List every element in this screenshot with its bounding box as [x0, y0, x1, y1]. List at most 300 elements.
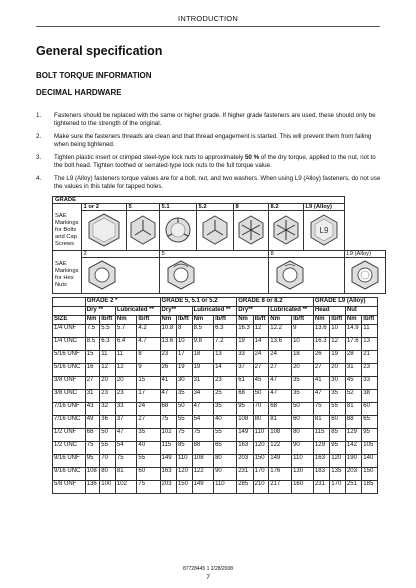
grade-group-header: GRADE 8 or 8.2 [237, 298, 314, 307]
torque-cell: 95 [85, 455, 100, 468]
torque-cell: 8 [137, 351, 160, 364]
hex-nut-icon [84, 258, 120, 292]
condition-header: Dry** [237, 307, 269, 316]
torque-cell: 130 [292, 468, 314, 481]
bolt-markings-label: SAE Markings for Bolts and Cap Screws [53, 211, 82, 251]
grade-markings-table [52, 196, 386, 294]
torque-cell: 52 [345, 390, 361, 403]
note-text-post: of the dry torque, applied to the nut, not to the bolt head. Tighten toothed or serrated-type lock nuts to the full torque value. [54, 154, 376, 169]
torque-cell: 4.7 [137, 338, 160, 351]
grade-group-header: GRADE L9 (Alloy) [313, 298, 377, 307]
torque-cell: 75 [160, 416, 176, 429]
bolt-marking-grade-5-2 [196, 211, 233, 251]
bolt-grade-label: 5 [126, 204, 159, 211]
torque-cell: 20 [115, 377, 137, 390]
torque-cell: 8 [176, 325, 192, 338]
torque-cell: 32 [100, 403, 116, 416]
unit-header: Nm [269, 316, 292, 325]
torque-cell: 34 [192, 390, 214, 403]
torque-cell: 43 [85, 403, 100, 416]
torque-cell: 38 [362, 390, 378, 403]
size-cell: 7/16 UNF [53, 403, 86, 416]
torque-cell: 33 [115, 403, 137, 416]
torque-cell: 5.5 [100, 325, 116, 338]
torque-cell: 47 [313, 390, 329, 403]
torque-cell: 11 [100, 351, 116, 364]
subtitle-bolt-torque: BOLT TORQUE INFORMATION [36, 71, 152, 80]
size-cell: 1/2 UNC [53, 442, 86, 455]
torque-cell: 9 [137, 364, 160, 377]
note-item [36, 133, 382, 149]
unit-header: lb/ft [362, 316, 378, 325]
unit-header: lb/ft [100, 316, 116, 325]
torque-cell: 35 [292, 377, 314, 390]
unit-header: lb/ft [330, 316, 346, 325]
torque-cell: 10 [292, 338, 314, 351]
unit-header: Nm [85, 316, 100, 325]
torque-cell: 8.5 [85, 338, 100, 351]
torque-cell: 19 [176, 364, 192, 377]
torque-cell: 163 [237, 442, 253, 455]
unit-header: Nm [345, 316, 361, 325]
nut-grade-label: 2 [81, 251, 159, 258]
torque-body [53, 325, 378, 494]
torque-cell: 11 [115, 351, 137, 364]
torque-cell: 15 [137, 377, 160, 390]
torque-cell: 7.5 [85, 325, 100, 338]
torque-cell: 30 [176, 377, 192, 390]
torque-cell: 41 [160, 377, 176, 390]
torque-cell: 68 [85, 429, 100, 442]
torque-cell: 31 [85, 390, 100, 403]
nut-marking-grade-l9 [344, 258, 385, 294]
unit-header: lb/ft [214, 316, 237, 325]
nut-marking-grade-8 [268, 258, 344, 294]
note-number: 1. [36, 112, 42, 119]
torque-cell: 28 [345, 351, 361, 364]
table-row [53, 364, 378, 377]
unit-header-row [53, 316, 378, 325]
torque-cell: 81 [345, 403, 361, 416]
torque-cell: 217 [269, 481, 292, 494]
doc-id: 87728445 1 2/28/2008 [182, 566, 234, 572]
torque-cell: 65 [362, 416, 378, 429]
unit-header: Nm [115, 316, 137, 325]
size-cell: 3/8 UNC [53, 390, 86, 403]
torque-cell: 163 [160, 468, 176, 481]
torque-cell: 40 [137, 442, 160, 455]
bolt-grade-label: 1 or 2 [81, 204, 126, 211]
grade-header: GRADE [53, 197, 345, 204]
note-text-bold: 50 % [244, 154, 260, 161]
torque-cell: 35 [137, 429, 160, 442]
size-cell: 1/2 UNF [53, 429, 86, 442]
torque-cell: 16.3 [313, 338, 329, 351]
torque-cell: 26 [313, 351, 329, 364]
torque-cell: 95 [237, 403, 253, 416]
table-row [53, 429, 378, 442]
hex-nut-l9-icon [347, 258, 383, 292]
torque-cell: 105 [362, 442, 378, 455]
torque-cell: 75 [192, 429, 214, 442]
hex-nut-60-icon [271, 258, 309, 292]
torque-cell: 129 [313, 442, 329, 455]
torque-cell: 100 [100, 481, 116, 494]
torque-cell: 108 [237, 416, 253, 429]
torque-cell: 6.3 [214, 325, 237, 338]
bolt-grade-label: 5.1 [159, 204, 196, 211]
torque-cell: 176 [269, 468, 292, 481]
bolt-end-icon [162, 211, 194, 249]
torque-cell: 80 [292, 429, 314, 442]
torque-cell: 37 [115, 416, 137, 429]
torque-cell: 12.2 [269, 325, 292, 338]
hex-bolt-l9-icon [306, 211, 342, 249]
nut-grade-label: L9 (Alloy) [344, 251, 385, 258]
hex-bolt-6-line-icon [236, 211, 266, 249]
size-cell: 1/4 UNC [53, 338, 86, 351]
torque-cell: 102 [115, 481, 137, 494]
torque-cell: 13 [362, 338, 378, 351]
torque-cell: 61 [237, 377, 253, 390]
torque-cell: 20 [330, 364, 346, 377]
hex-nut-120-icon [162, 258, 200, 292]
torque-cell: 47 [160, 390, 176, 403]
torque-cell: 35 [292, 390, 314, 403]
l9-mark-text: L9 [319, 226, 328, 235]
nut-markings-label: SAE Markings for Hex Nuts [53, 258, 82, 294]
torque-cell: 55 [214, 429, 237, 442]
size-cell: 9/16 UNF [53, 455, 86, 468]
bolt-marking-grade-5 [126, 211, 159, 251]
torque-cell: 203 [160, 481, 176, 494]
torque-cell: 11 [362, 325, 378, 338]
torque-cell: 10 [176, 338, 192, 351]
condition-header: Lubricated ** [269, 307, 314, 316]
bolt-grade-label: 8.2 [268, 204, 303, 211]
torque-cell: 108 [269, 429, 292, 442]
nut-grade-label: 8 [268, 251, 344, 258]
torque-cell: 75 [85, 442, 100, 455]
torque-cell: 36 [100, 416, 116, 429]
size-cell: 9/16 UNC [53, 468, 86, 481]
torque-cell: 149 [237, 429, 253, 442]
torque-cell: 24 [269, 351, 292, 364]
table-row [53, 351, 378, 364]
torque-cell: 55 [100, 442, 116, 455]
size-cell: 1/4 UNF [53, 325, 86, 338]
condition-header: Dry** [160, 307, 192, 316]
torque-cell: 27 [269, 364, 292, 377]
torque-cell: 23 [160, 351, 176, 364]
torque-cell: 31 [192, 377, 214, 390]
torque-cell: 14.9 [345, 325, 361, 338]
table-row [53, 455, 378, 468]
torque-cell: 14 [214, 364, 237, 377]
torque-cell: 37 [237, 364, 253, 377]
torque-cell: 14 [253, 338, 269, 351]
unit-header: lb/ft [253, 316, 269, 325]
torque-cell: 60 [362, 403, 378, 416]
size-cell: 5/8 UNF [53, 481, 86, 494]
table-row [53, 325, 378, 338]
torque-cell: 140 [362, 455, 378, 468]
nut-marking-grade-5 [159, 258, 268, 294]
torque-cell: 75 [115, 455, 137, 468]
torque-cell: 23 [100, 390, 116, 403]
torque-cell: 88 [192, 442, 214, 455]
torque-cell: 68 [269, 403, 292, 416]
torque-cell: 17 [137, 390, 160, 403]
torque-cell: 68 [237, 390, 253, 403]
torque-cell: 33 [237, 351, 253, 364]
hex-bolt-head-icon [84, 211, 124, 249]
page-number: 7 [206, 574, 210, 581]
size-cell: 5/16 UNC [53, 364, 86, 377]
condition-header: Lubricated ** [115, 307, 160, 316]
torque-cell: 50 [253, 390, 269, 403]
unit-header: lb/ft [176, 316, 192, 325]
torque-cell: 19 [237, 338, 253, 351]
torque-cell: 135 [330, 468, 346, 481]
torque-cell: 6.4 [115, 338, 137, 351]
torque-cell: 108 [85, 468, 100, 481]
condition-header: Nut [345, 307, 377, 316]
nut-marking-grade-2 [81, 258, 159, 294]
size-cell: 7/16 UNC [53, 416, 86, 429]
torque-cell: 231 [313, 481, 329, 494]
size-cell: 5/16 UNF [53, 351, 86, 364]
torque-cell: 149 [269, 455, 292, 468]
table-row [53, 416, 378, 429]
table-row [53, 377, 378, 390]
unit-header: Nm [160, 316, 176, 325]
torque-cell: 80 [100, 468, 116, 481]
torque-cell: 251 [345, 481, 361, 494]
bolt-marking-grade-8 [233, 211, 268, 251]
torque-cell: 17 [176, 351, 192, 364]
torque-cell: 24 [253, 351, 269, 364]
torque-cell: 65 [214, 442, 237, 455]
grade-group-header: GRADE 2 * [85, 298, 160, 307]
torque-cell: 5.7 [115, 325, 137, 338]
torque-cell: 27 [313, 364, 329, 377]
torque-values-table [52, 297, 378, 494]
torque-cell: 75 [176, 429, 192, 442]
torque-cell: 47 [192, 403, 214, 416]
note-number: 4. [36, 175, 42, 182]
torque-cell: 20 [292, 364, 314, 377]
torque-cell: 13.6 [160, 338, 176, 351]
torque-cell: 13 [214, 351, 237, 364]
table-row [53, 442, 378, 455]
torque-cell: 150 [176, 481, 192, 494]
torque-cell: 68 [160, 403, 176, 416]
condition-header: Lubricated ** [192, 307, 237, 316]
torque-cell: 40 [214, 416, 237, 429]
unit-header: Nm [313, 316, 329, 325]
torque-cell: 9 [292, 325, 314, 338]
torque-cell: 149 [192, 481, 214, 494]
torque-cell: 122 [192, 468, 214, 481]
torque-cell: 27 [85, 377, 100, 390]
note-item [36, 154, 382, 170]
torque-cell: 10 [330, 325, 346, 338]
torque-cell: 7.2 [214, 338, 237, 351]
grade-group-header: GRADE 5, 5.1 or 5.2 [160, 298, 237, 307]
torque-cell: 142 [345, 442, 361, 455]
torque-cell: 16 [85, 364, 100, 377]
torque-cell: 25 [214, 390, 237, 403]
torque-cell: 81 [115, 468, 137, 481]
torque-cell: 70 [253, 403, 269, 416]
table-row [53, 338, 378, 351]
torque-cell: 15 [85, 351, 100, 364]
torque-cell: 136 [85, 481, 100, 494]
torque-cell: 110 [176, 455, 192, 468]
torque-cell: 30 [330, 377, 346, 390]
torque-cell: 110 [253, 429, 269, 442]
torque-cell: 4.2 [137, 325, 160, 338]
torque-cell: 163 [313, 455, 329, 468]
note-number: 2. [36, 133, 42, 140]
notes-list [36, 112, 382, 196]
torque-cell: 13.6 [313, 325, 329, 338]
size-cell: 3/8 UNF [53, 377, 86, 390]
torque-cell: 20 [100, 377, 116, 390]
torque-cell: 12 [115, 364, 137, 377]
torque-cell: 160 [292, 481, 314, 494]
torque-cell: 70 [100, 455, 116, 468]
torque-cell: 190 [345, 455, 361, 468]
torque-cell: 120 [253, 442, 269, 455]
torque-cell: 33 [362, 377, 378, 390]
hex-bolt-flange-icon [199, 211, 231, 249]
torque-sub-blank [53, 307, 86, 316]
table-row [53, 468, 378, 481]
torque-cell: 55 [330, 403, 346, 416]
bolt-marking-grade-l9 [303, 211, 344, 251]
note-item [36, 175, 382, 191]
nut-label-blank [53, 251, 82, 258]
grade-label-blank [53, 204, 82, 211]
torque-cell: 95 [362, 429, 378, 442]
section-header: INTRODUCTION [178, 14, 238, 23]
note-text: Make sure the fasteners threads are clean and that thread engagement is started. This will prevent them from failing when being tightened. [54, 133, 372, 148]
torque-cell: 24 [137, 403, 160, 416]
torque-cell: 13.6 [269, 338, 292, 351]
torque-cell: 81 [313, 416, 329, 429]
torque-cell: 18 [192, 351, 214, 364]
table-row [53, 403, 378, 416]
torque-cell: 122 [269, 442, 292, 455]
bolt-marking-grade-5-1 [159, 211, 196, 251]
note-text: The L9 (Alloy) fasteners torque values are for a bolt, nut, and two washers. When using L9 (Alloy) fasteners, do not use the values in this table for tapped holes. [54, 175, 381, 190]
torque-cell: 41 [313, 377, 329, 390]
nut-grade-label: 5 [159, 251, 268, 258]
torque-cell: 23 [115, 390, 137, 403]
torque-cell: 19 [192, 364, 214, 377]
torque-cell: 150 [253, 455, 269, 468]
torque-cell: 54 [192, 416, 214, 429]
torque-cell: 170 [253, 468, 269, 481]
bolt-marking-grade-8-2 [268, 211, 303, 251]
torque-cell: 90 [292, 442, 314, 455]
torque-cell: 115 [313, 429, 329, 442]
torque-cell: 210 [253, 481, 269, 494]
torque-cell: 47 [269, 390, 292, 403]
torque-cell: 95 [330, 442, 346, 455]
torque-cell: 23 [214, 377, 237, 390]
torque-cell: 50 [292, 403, 314, 416]
torque-cell: 60 [137, 468, 160, 481]
table-row [53, 390, 378, 403]
torque-cell: 183 [313, 468, 329, 481]
torque-cell: 285 [237, 481, 253, 494]
torque-cell: 17.6 [345, 338, 361, 351]
torque-corner-blank [53, 298, 86, 307]
torque-cell: 231 [237, 468, 253, 481]
torque-cell: 110 [214, 481, 237, 494]
torque-cell: 49 [85, 416, 100, 429]
condition-header: Dry ** [85, 307, 115, 316]
torque-cell: 35 [214, 403, 237, 416]
bolt-marking-grade-1-2 [81, 211, 126, 251]
torque-cell: 54 [115, 442, 137, 455]
note-item [36, 112, 382, 128]
condition-header: Head [313, 307, 345, 316]
torque-cell: 12 [253, 325, 269, 338]
torque-cell: 203 [345, 468, 361, 481]
torque-cell: 108 [192, 455, 214, 468]
torque-cell: 6.3 [100, 338, 116, 351]
note-text: Fasteners should be replaced with the same or higher grade. If higher grade fasteners are used, these should only be tightened to the strength of the original. [54, 112, 376, 127]
torque-cell: 110 [292, 455, 314, 468]
torque-cell: 47 [115, 429, 137, 442]
torque-cell: 150 [362, 468, 378, 481]
torque-cell: 35 [176, 390, 192, 403]
torque-cell: 45 [345, 377, 361, 390]
torque-cell: 45 [253, 377, 269, 390]
torque-cell: 85 [176, 442, 192, 455]
subtitle-decimal-hardware: DECIMAL HARDWARE [36, 88, 122, 97]
torque-cell: 80 [253, 416, 269, 429]
note-text [54, 154, 382, 170]
torque-cell: 85 [330, 429, 346, 442]
torque-cell: 21 [362, 351, 378, 364]
torque-cell: 90 [214, 468, 237, 481]
torque-cell: 75 [137, 481, 160, 494]
torque-cell: 149 [160, 455, 176, 468]
hex-bolt-flange-6-line-icon [271, 211, 301, 249]
torque-cell: 60 [292, 416, 314, 429]
torque-cell: 60 [330, 416, 346, 429]
torque-cell: 102 [160, 429, 176, 442]
torque-cell: 8.5 [192, 325, 214, 338]
torque-cell: 27 [137, 416, 160, 429]
unit-header: Nm [237, 316, 253, 325]
torque-cell: 55 [137, 455, 160, 468]
torque-cell: 55 [176, 416, 192, 429]
torque-cell: 10.8 [160, 325, 176, 338]
torque-cell: 80 [214, 455, 237, 468]
torque-cell: 12 [100, 364, 116, 377]
header-rule [36, 26, 380, 27]
torque-cell: 120 [176, 468, 192, 481]
unit-header: Nm [192, 316, 214, 325]
torque-cell: 35 [330, 390, 346, 403]
unit-header: lb/ft [137, 316, 160, 325]
